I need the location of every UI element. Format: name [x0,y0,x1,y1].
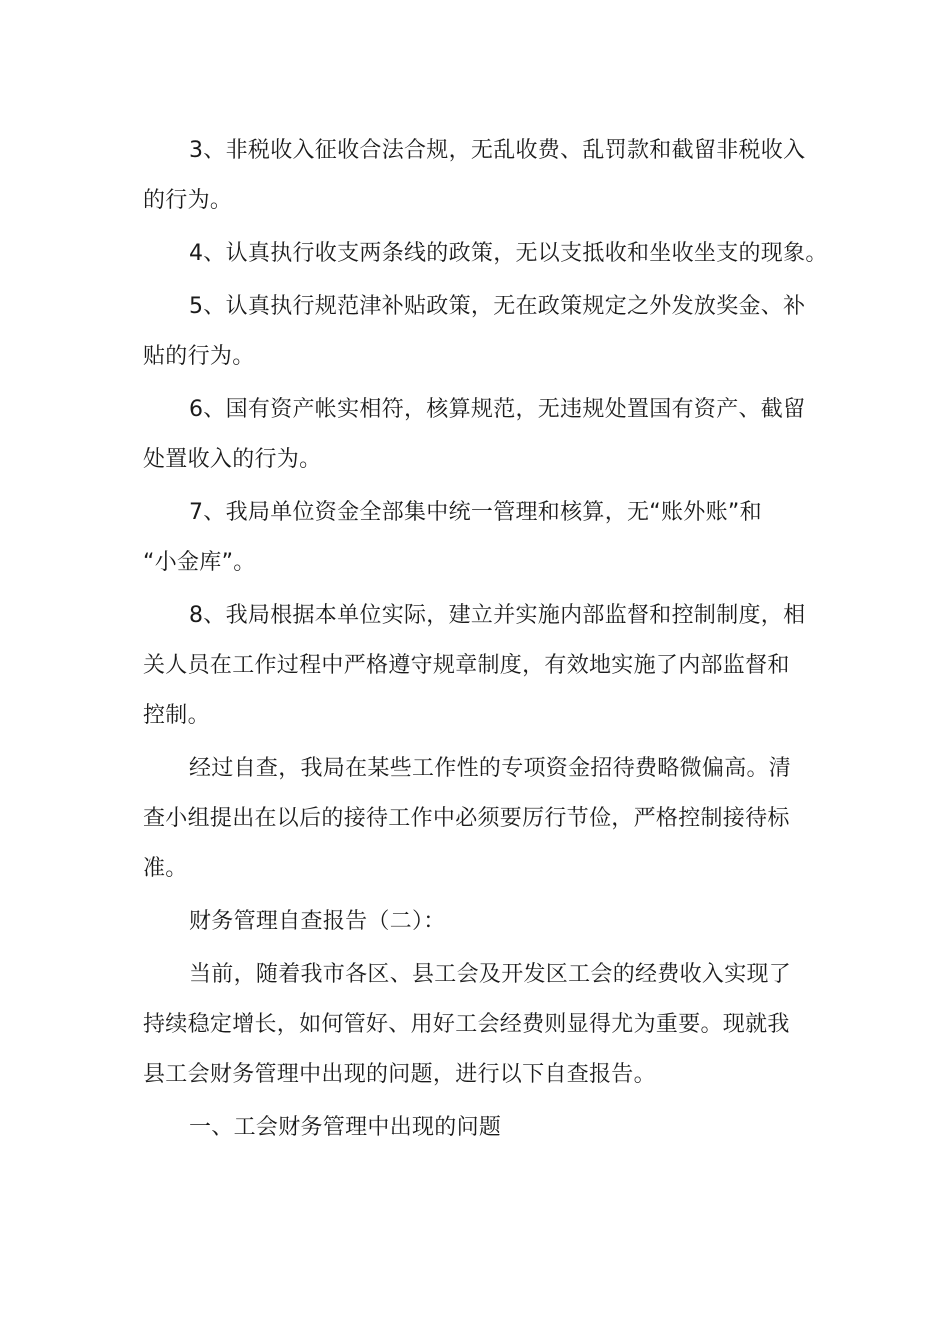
paragraph-line: 的行为。 [143,188,233,213]
paragraph-item-7 [143,488,811,588]
paragraph-line: 当前，随着我市各区、县工会及开发区工会的经费收入实现了 [189,962,792,987]
section-heading-problems [143,1103,811,1153]
paragraph-item-6 [143,385,811,485]
paragraph-line: 处置收入的行为。 [143,447,322,472]
paragraph-line: 7、我局单位资金全部集中统一管理和核算，无“账外账”和 [189,500,762,525]
paragraph-line: 贴的行为。 [143,344,255,369]
document-body [143,126,828,1156]
paragraph-line: 财务管理自查报告（二）： [189,909,446,934]
paragraph-intro [143,950,811,1100]
paragraph-line: 持续稳定增长，如何管好、用好工会经费则显得尤为重要。现就我 [143,1012,790,1037]
paragraph-line: 6、国有资产帐实相符，核算规范，无违规处置国有资产、截留 [189,397,806,422]
paragraph-line: 关人员在工作过程中严格遵守规章制度，有效地实施了内部监督和 [143,653,790,678]
paragraph-line: 4、认真执行收支两条线的政策，无以支抵收和坐收坐支的现象。 [189,241,828,266]
section-heading-report-two [143,897,811,947]
paragraph-item-8 [143,591,811,741]
paragraph-line: 8、我局根据本单位实际，建立并实施内部监督和控制制度，相 [189,603,806,628]
paragraph-line: 控制。 [143,703,210,728]
paragraph-item-3 [143,126,811,226]
paragraph-item-4 [143,229,828,279]
paragraph-line: 5、认真执行规范津补贴政策，无在政策规定之外发放奖金、补 [189,294,806,319]
paragraph-line: 3、非税收入征收合法合规，无乱收费、乱罚款和截留非税收入 [189,138,806,163]
paragraph-line: 准。 [143,856,188,881]
paragraph-line: 经过自查，我局在某些工作性的专项资金招待费略微偏高。清 [189,756,792,781]
paragraph-line: 县工会财务管理中出现的问题，进行以下自查报告。 [143,1062,656,1087]
paragraph-line: “小金库”。 [143,550,256,575]
paragraph-self-check-summary [143,744,811,894]
paragraph-line: 一、工会财务管理中出现的问题 [189,1115,502,1140]
paragraph-line: 查小组提出在以后的接待工作中必须要厉行节俭，严格控制接待标 [143,806,790,831]
paragraph-item-5 [143,282,811,382]
